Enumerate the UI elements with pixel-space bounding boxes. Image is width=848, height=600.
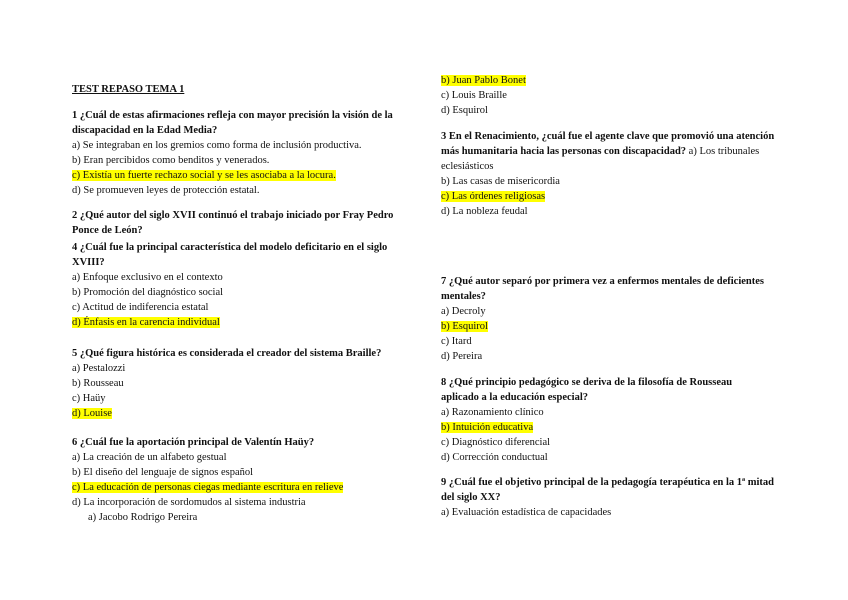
- option-a: a) La creación de un alfabeto gestual: [72, 452, 227, 463]
- document-title: TEST REPASO TEMA 1: [72, 84, 185, 95]
- option-a: a) Se integraban en los gremios como forma de inclusión productiva.: [72, 140, 362, 151]
- option-b: b) El diseño del lenguaje de signos español: [72, 467, 254, 478]
- option-b-highlighted: b) Juan Pablo Bonet: [441, 75, 526, 86]
- option-c: c) Actitud de indiferencia estatal: [72, 302, 209, 313]
- option-b: b) Promoción del diagnóstico social: [72, 287, 224, 298]
- option-d: d) La nobleza feudal: [441, 206, 528, 217]
- option-d: d) Corrección conductual: [441, 452, 548, 463]
- question-8: [441, 375, 771, 465]
- option-d: d) La incorporación de sordomudos al sistema industria: [72, 497, 306, 508]
- option-a: a) Decroly: [441, 306, 486, 317]
- q2-option-a: a) Jacobo Rodrigo Pereira: [88, 512, 198, 523]
- question-4: [72, 240, 412, 330]
- option-d: d) Se promueven leyes de protección estatal.: [72, 185, 260, 196]
- question-6: [72, 435, 412, 525]
- option-b: b) Las casas de misericordia: [441, 176, 560, 187]
- option-b: b) Rousseau: [72, 378, 124, 389]
- option-c: c) Haüy: [72, 393, 106, 404]
- option-c: c) Louis Braille: [441, 90, 507, 101]
- option-c: c) Itard: [441, 336, 472, 347]
- option-c-highlighted: c) Las órdenes religiosas: [441, 191, 546, 202]
- option-b-highlighted: b) Intuición educativa: [441, 422, 534, 433]
- question-text: 6 ¿Cuál fue la aportación principal de Valentín Haüy?: [72, 437, 315, 448]
- option-a: a) Razonamiento clínico: [441, 407, 544, 418]
- question-text: 5 ¿Qué figura histórica es considerada el creador del sistema Braille?: [72, 348, 382, 359]
- question-3-block: [441, 129, 776, 174]
- option-c-highlighted: c) Existía un fuerte rechazo social y se les asociaba a la locura.: [72, 170, 336, 181]
- question-7: [441, 274, 771, 364]
- question-text: 3 En el Renacimiento, ¿cuál fue el agente clave que promovió una atención más humanitaria hacia las personas con discapacidad?: [441, 131, 775, 157]
- option-c: c) Diagnóstico diferencial: [441, 437, 551, 448]
- question-9: [441, 475, 781, 520]
- question-text: 1 ¿Cuál de estas afirmaciones refleja con mayor precisión la visión de la discapacidad en la Edad Media?: [72, 110, 393, 136]
- question-text: 8 ¿Qué principio pedagógico se deriva de la filosofía de Rousseau aplicado a la educación especial?: [441, 377, 733, 403]
- question-3: [441, 129, 776, 219]
- option-d-highlighted: d) Énfasis en la carencia individual: [72, 317, 220, 328]
- question-text: 7 ¿Qué autor separó por primera vez a enfermos mentales de deficientes mentales?: [441, 276, 765, 302]
- option-a: a) Los tribunales eclesiásticos: [441, 146, 760, 172]
- option-a: a) Enfoque exclusivo en el contexto: [72, 272, 223, 283]
- option-b: b) Eran percibidos como benditos y venerados.: [72, 155, 270, 166]
- option-c-highlighted: c) La educación de personas ciegas mediante escritura en relieve: [72, 482, 344, 493]
- question-1: [72, 108, 412, 198]
- question-2-continued: [441, 73, 786, 118]
- question-text: 2 ¿Qué autor del siglo XVII continuó el trabajo iniciado por Fray Pedro Ponce de León?: [72, 210, 394, 236]
- question-5: [72, 346, 412, 421]
- option-d: d) Esquirol: [441, 105, 488, 116]
- question-2: [72, 208, 402, 238]
- option-d: d) Pereira: [441, 351, 483, 362]
- option-b-highlighted: b) Esquirol: [441, 321, 488, 332]
- option-a: a) Evaluación estadística de capacidades: [441, 507, 612, 518]
- option-d-highlighted: d) Louise: [72, 408, 112, 419]
- question-text: 9 ¿Cuál fue el objetivo principal de la pedagogía terapéutica en la 1ª mitad del siglo XX?: [441, 477, 775, 503]
- option-a: a) Pestalozzi: [72, 363, 126, 374]
- question-text: 4 ¿Cuál fue la principal característica del modelo deficitario en el siglo XVIII?: [72, 242, 388, 268]
